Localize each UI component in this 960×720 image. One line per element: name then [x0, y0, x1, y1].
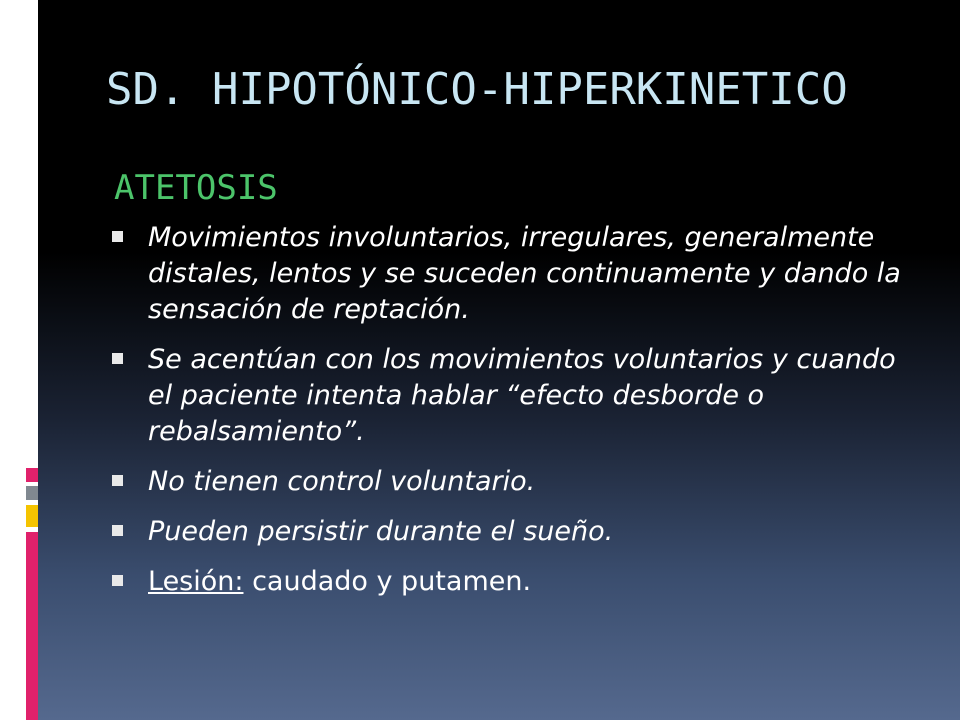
bullet-list [112, 220, 902, 614]
bullet-item [112, 514, 902, 550]
bullet-item-lesion [112, 564, 902, 600]
square-bullet-icon [112, 525, 123, 536]
bullet-item [112, 220, 902, 328]
bullet-text: Se acentúan con los movimientos voluntarios y cuando el paciente intenta hablar “efecto desborde o rebalsamiento”. [148, 344, 896, 447]
bullet-text: No tienen control voluntario. [148, 466, 536, 497]
accent-bar-red [26, 532, 38, 720]
accent-bar-yellow [26, 505, 38, 527]
bullet-text: Pueden persistir durante el sueño. [148, 516, 614, 547]
square-bullet-icon [112, 353, 123, 364]
bullet-text: Movimientos involuntarios, irregulares, generalmente distales, lentos y se suceden continuamente y dando la sensación de reptación. [148, 222, 901, 325]
square-bullet-icon [112, 575, 123, 586]
accent-bar-red-top [26, 468, 38, 482]
slide-title: SD. HIPOTÓNICO-HIPERKINETICO [106, 64, 848, 115]
slide-subheading: ATETOSIS [114, 168, 278, 208]
accent-bar-grey [26, 486, 38, 500]
square-bullet-icon [112, 475, 123, 486]
lesion-text: caudado y putamen. [243, 566, 532, 597]
lesion-label: Lesión: [148, 566, 244, 597]
bullet-item [112, 342, 902, 450]
bullet-item [112, 464, 902, 500]
square-bullet-icon [112, 231, 123, 242]
